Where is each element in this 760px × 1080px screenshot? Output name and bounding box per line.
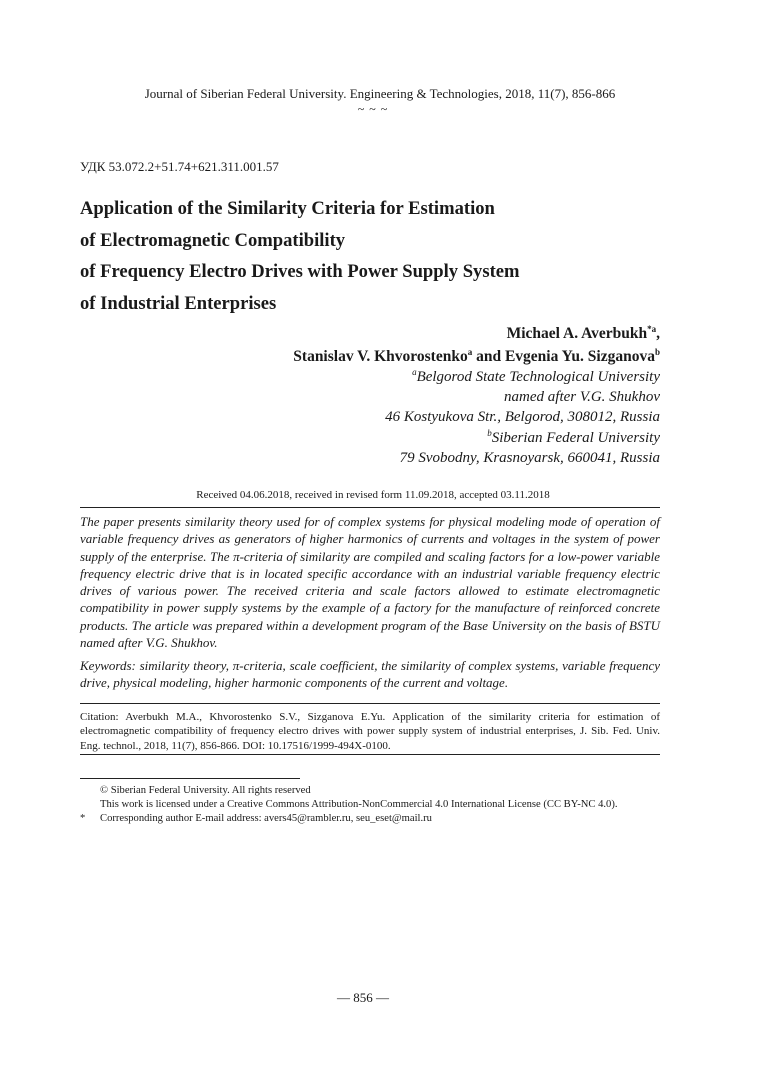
author-line-2 — [293, 345, 660, 368]
affiliation-text: Siberian Federal University — [491, 429, 660, 446]
title-line: of Frequency Electro Drives with Power Supply System — [80, 261, 520, 282]
header-separator: ~ ~ ~ — [357, 102, 389, 116]
author-superscript: b — [654, 346, 660, 357]
author-superscript: *a — [647, 323, 657, 334]
affiliation-line — [385, 428, 660, 448]
keywords: Keywords: similarity theory, π-criteria, scale coefficient, the similarity of complex systems, variable frequency drive, physical modeling, higher harmonic components of the current and voltage. — [80, 658, 660, 691]
footnote-copyright: © Siberian Federal University. All rights reserved — [100, 785, 311, 796]
udk-code: УДК 53.072.2+51.74+621.311.001.57 — [80, 159, 279, 174]
author-name: Stanislav V. Khvorostenko — [293, 348, 468, 365]
divider — [80, 754, 660, 755]
divider — [80, 507, 660, 508]
affiliation-line: 46 Kostyukova Str., Belgorod, 308012, Russia — [385, 409, 660, 426]
title-line: of Industrial Enterprises — [80, 292, 277, 314]
title-line: Application of the Similarity Criteria for Estimation — [80, 198, 495, 219]
affiliation-line: 79 Svobodny, Krasnoyarsk, 660041, Russia — [399, 449, 660, 466]
author-separator: , — [656, 325, 660, 342]
footnote-corresponding: Corresponding author E-mail address: avers45@rambler.ru, seu_eset@mail.ru — [100, 813, 432, 824]
affiliation-marker: a — [412, 367, 417, 377]
footnote-divider — [80, 778, 300, 779]
author-conjunction: and — [472, 348, 505, 365]
affiliation-marker: b — [487, 427, 492, 438]
author-name: Michael A. Averbukh — [506, 325, 648, 342]
received-dates: Received 04.06.2018, received in revised form 11.09.2018, accepted 03.11.2018 — [196, 489, 550, 501]
affiliation-text: Belgorod State Technological University — [416, 369, 660, 385]
title-line: of Electromagnetic Compatibility — [80, 229, 346, 251]
author-line-1 — [293, 322, 660, 345]
divider — [80, 703, 660, 704]
journal-header: Journal of Siberian Federal University. Engineering & Technologies, 2018, 11(7), 856-866 — [144, 86, 616, 101]
author-name: Evgenia Yu. Sizganova — [504, 348, 655, 365]
citation: Citation: Averbukh M.A., Khvorostenko S.V., Sizganova E.Yu. Application of the similarity criteria for estimation of electromagnetic compatibility of frequency electro drives with power supply system of industrial enterprises, J. Sib. Fed. Univ. Eng. technol., 2018, 11(7), 856-866. DOI: 10.17516/1999-494X-0100. — [80, 711, 660, 752]
affiliations — [385, 367, 660, 468]
abstract: The paper presents similarity theory used for of complex systems for physical modeling mode of operation of variable frequency drives as generators of higher harmonics of currents and voltages in the system of power supply of the enterprise. The π-criteria of similarity are compiled and scaling factors for a low-power variable frequency electric drive that is in located specific accordance with an industrial variable frequency electric drives of various power. The received criteria and scale factors allowed to estimate electromagnetic compatibility in power supply systems by the example of a factory for the manufacture of reinforced concrete products. The article was prepared within a development program of the Base University on the basis of BSTU named after V.G. Shukhov. — [80, 514, 660, 651]
affiliation-line — [385, 367, 660, 387]
footnote-license: This work is licensed under a Creative Commons Attribution-NonCommercial 4.0 International License (CC BY-NC 4.0). — [100, 799, 618, 810]
author-list — [293, 322, 660, 368]
page-number: — 856 — — [337, 990, 389, 1005]
author-superscript: a — [467, 346, 473, 357]
article-title — [80, 193, 680, 319]
footnote-marker: * — [80, 813, 86, 824]
affiliation-line: named after V.G. Shukhov — [504, 389, 660, 406]
